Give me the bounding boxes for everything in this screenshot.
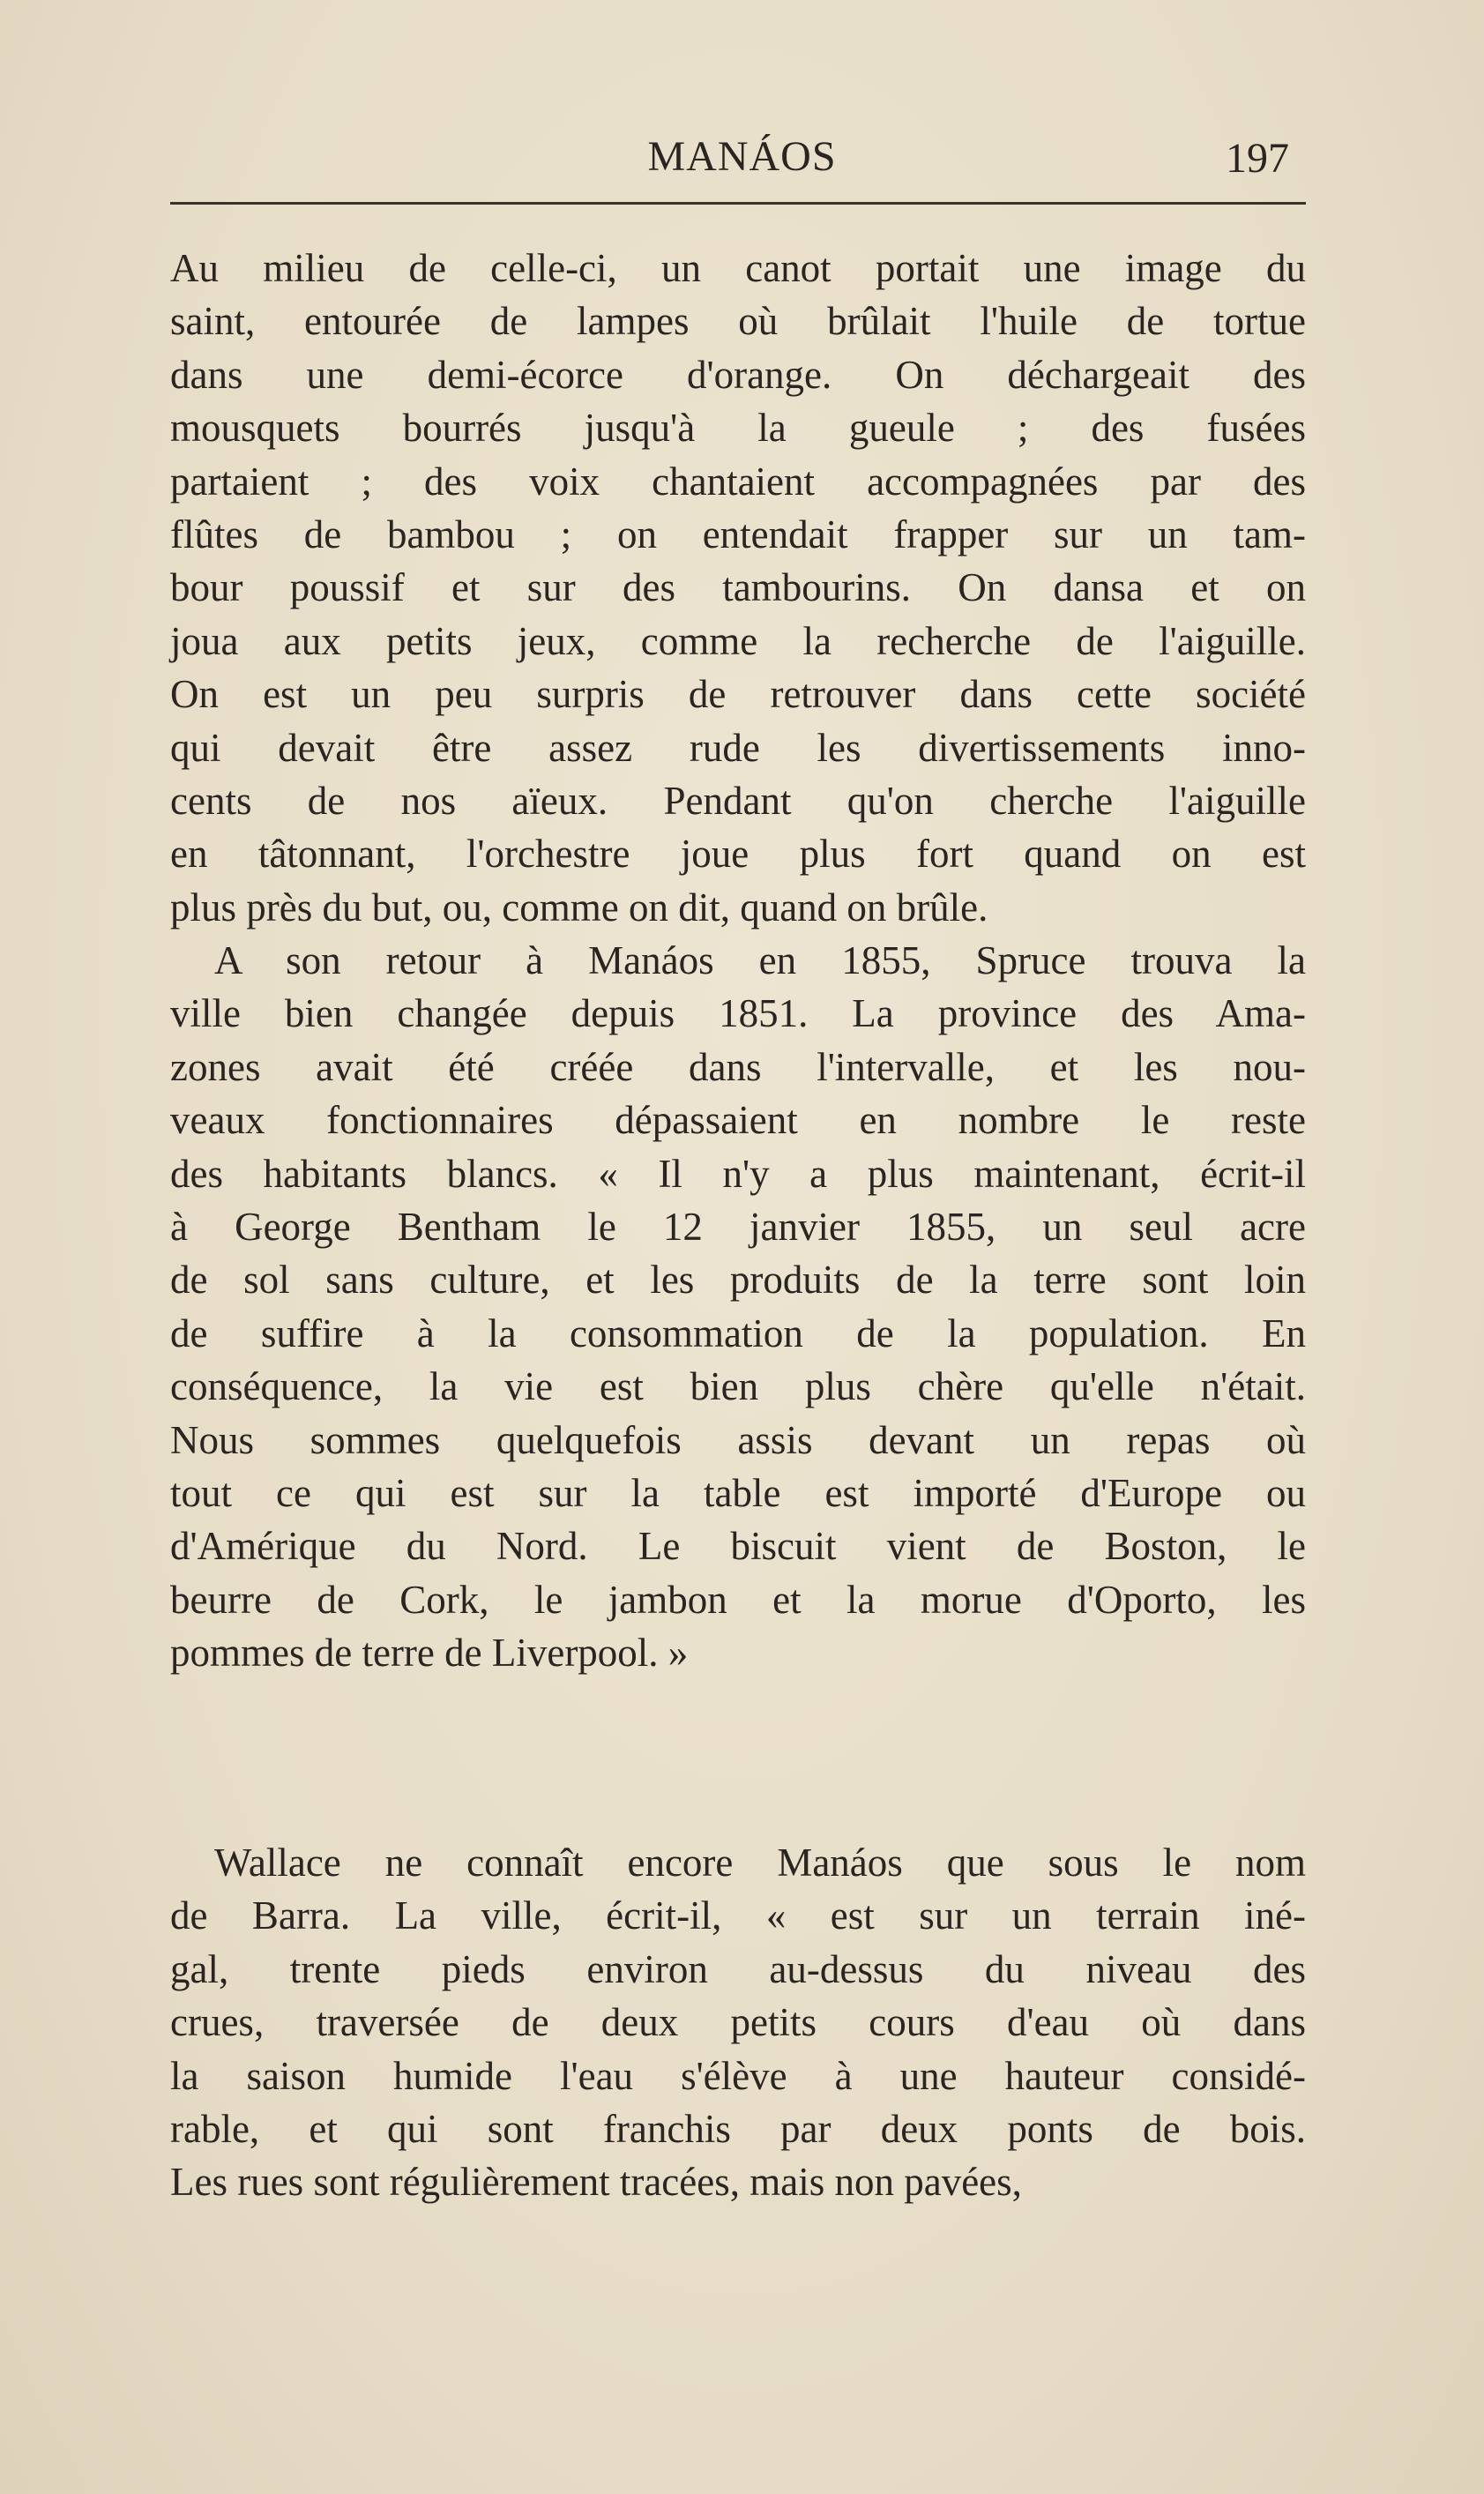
text-line: d'Amérique du Nord. Le biscuit vient de Boston, le: [170, 1524, 1306, 1569]
text-line: zones avait été créée dans l'intervalle, et les nou-: [170, 1044, 1306, 1089]
text-line: partaient ; des voix chantaient accompagnées par des: [170, 459, 1306, 504]
text-line: crues, traversée de deux petits cours d'eau où dans: [170, 2000, 1306, 2045]
text-line: Wallace ne connaît encore Manáos que sous le nom: [214, 1841, 1306, 1885]
text-line: des habitants blancs. « Il n'y a plus maintenant, écrit-il: [170, 1151, 1306, 1196]
text-line: beurre de Cork, le jambon et la morue d'Oporto, les: [170, 1577, 1306, 1622]
text-line: dans une demi-écorce d'orange. On déchargeait des: [170, 352, 1306, 397]
text-line: la saison humide l'eau s'élève à une hauteur considé-: [170, 2053, 1306, 2098]
text-line: de suffire à la consommation de la population. En: [170, 1310, 1306, 1355]
text-line: gal, trente pieds environ au-dessus du niveau des: [170, 1946, 1306, 1991]
text-line: On est un peu surpris de retrouver dans cette société: [170, 672, 1306, 717]
text-line: joua aux petits jeux, comme la recherche de l'aiguille.: [170, 618, 1306, 663]
text-line: conséquence, la vie est bien plus chère qu'elle n'était.: [170, 1364, 1306, 1409]
text-line: qui devait être assez rude les divertissements inno-: [170, 725, 1306, 770]
text-line: bour poussif et sur des tambourins. On dansa et on: [170, 565, 1306, 610]
text-line: rable, et qui sont franchis par deux ponts de bois.: [170, 2106, 1306, 2151]
text-line: tout ce qui est sur la table est importé d'Europe ou: [170, 1470, 1306, 1515]
header-rule: [170, 202, 1306, 205]
text-line: veaux fonctionnaires dépassaient en nombre le reste: [170, 1098, 1306, 1143]
text-line: à George Bentham le 12 janvier 1855, un seul acre: [170, 1205, 1306, 1250]
page-number: 197: [1226, 135, 1289, 182]
text-line: saint, entourée de lampes où brûlait l'huile de tortue: [170, 299, 1306, 344]
text-line: Les rues sont régulièrement tracées, mais non pavées,: [170, 2160, 1022, 2205]
running-header: MANÁOS: [647, 133, 837, 180]
text-line: en tâtonnant, l'orchestre joue plus fort quand on est: [170, 832, 1306, 877]
text-line: plus près du but, ou, comme on dit, quand on brûle.: [170, 885, 988, 930]
text-line: A son retour à Manáos en 1855, Spruce trouva la: [214, 938, 1306, 983]
text-line: de Barra. La ville, écrit-il, « est sur un terrain iné-: [170, 1893, 1306, 1938]
text-line: flûtes de bambou ; on entendait frapper sur un tam-: [170, 511, 1306, 556]
text-line: pommes de terre de Liverpool. »: [170, 1631, 689, 1676]
text-line: cents de nos aïeux. Pendant qu'on cherche l'aiguille: [170, 778, 1306, 823]
text-line: Au milieu de celle-ci, un canot portait une image du: [170, 246, 1306, 290]
text-line: de sol sans culture, et les produits de la terre sont loin: [170, 1258, 1306, 1303]
text-line: mousquets bourrés jusqu'à la gueule ; des fusées: [170, 406, 1306, 451]
text-block-1: [170, 242, 1306, 1680]
text-block-2: [170, 1836, 1306, 2209]
text-line: ville bien changée depuis 1851. La province des Ama-: [170, 991, 1306, 1036]
text-line: Nous sommes quelquefois assis devant un repas où: [170, 1417, 1306, 1462]
